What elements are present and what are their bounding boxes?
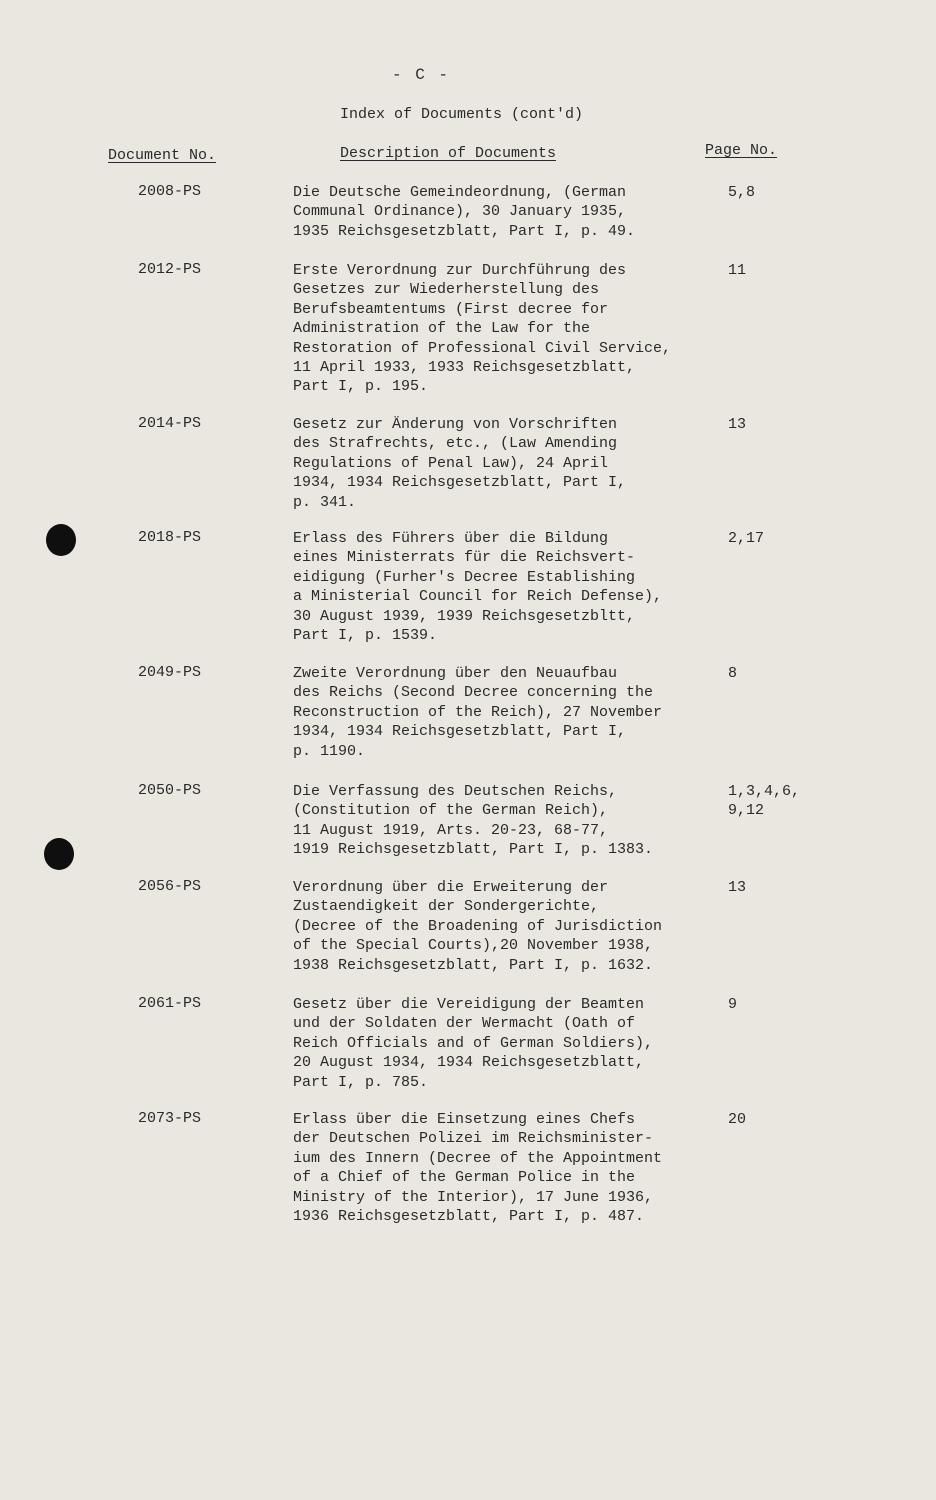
description-line: Gesetzes zur Wiederherstellung des (293, 281, 600, 299)
description-line: 1934, 1934 Reichsgesetzblatt, Part I, (293, 723, 627, 741)
document-description (293, 529, 713, 645)
document-description (293, 878, 713, 975)
document-description (293, 415, 713, 512)
page-numbers (728, 183, 818, 202)
document-number: 2061-PS (138, 995, 202, 1012)
description-line: 11 August 1919, Arts. 20-23, 68-77, (293, 821, 609, 839)
description-line: 11 April 1933, 1933 Reichsgesetzblatt, (293, 359, 636, 377)
description-line: Erlass über die Einsetzung eines Chefs (293, 1111, 636, 1128)
page-numbers (728, 529, 818, 548)
description-line: und der Soldaten der Wermacht (Oath of (293, 1015, 636, 1033)
page-numbers (728, 995, 818, 1014)
description-line: ium des Innern (Decree of the Appointment (293, 1149, 663, 1167)
document-number: 2073-PS (138, 1110, 202, 1127)
description-line: Die Verfassung des Deutschen Reichs, (293, 783, 618, 800)
document-number: 2049-PS (138, 664, 202, 681)
page-number-line: 1,3,4,6, (728, 783, 801, 800)
document-number: 2018-PS (138, 529, 202, 546)
column-header-document-no: Document No. (108, 147, 217, 164)
page-number-line: 11 (728, 262, 747, 279)
description-line: des Reichs (Second Decree concerning the (293, 684, 654, 702)
description-line: Erste Verordnung zur Durchführung des (293, 262, 627, 279)
description-line: Erlass des Führers über die Bildung (293, 530, 609, 547)
description-line: eidigung (Furher's Decree Establishing (293, 568, 636, 586)
description-line: (Constitution of the German Reich), (293, 802, 609, 820)
description-line: der Deutschen Polizei im Reichsminister- (293, 1130, 654, 1148)
description-line: Part I, p. 785. (293, 1073, 429, 1091)
description-line: Administration of the Law for the (293, 320, 591, 338)
document-number: 2014-PS (138, 415, 202, 432)
column-header-description: Description of Documents (340, 145, 557, 162)
page-numbers (728, 1110, 818, 1129)
document-description (293, 995, 713, 1092)
page-number-line: 9 (728, 996, 738, 1013)
description-line: Communal Ordinance), 30 January 1935, (293, 203, 627, 221)
page-letter: - C - (392, 66, 451, 84)
column-header-page-no: Page No. (705, 142, 778, 159)
page-number-line: 13 (728, 416, 747, 433)
page-numbers (728, 878, 818, 897)
page-numbers (728, 261, 818, 280)
description-line: of the Special Courts),20 November 1938, (293, 937, 654, 955)
page-number-line: 13 (728, 879, 747, 896)
description-line: a Ministerial Council for Reich Defense), (293, 588, 663, 606)
description-line: 1938 Reichsgesetzblatt, Part I, p. 1632. (293, 956, 654, 974)
document-description (293, 782, 713, 860)
description-line: Part I, p. 195. (293, 378, 429, 396)
description-line: 30 August 1939, 1939 Reichsgesetzbltt, (293, 607, 636, 625)
description-line: Verordnung über die Erweiterung der (293, 879, 609, 896)
page-numbers (728, 664, 818, 683)
description-line: Berufsbeamtentums (First decree for (293, 300, 609, 318)
description-line: eines Ministerrats für die Reichsvert- (293, 549, 636, 567)
description-line: Gesetz über die Vereidigung der Beamten (293, 996, 645, 1013)
document-number: 2056-PS (138, 878, 202, 895)
description-line: p. 1190. (293, 742, 366, 760)
description-line: Reconstruction of the Reich), 27 November (293, 703, 663, 721)
description-line: des Strafrechts, etc., (Law Amending (293, 435, 618, 453)
index-title: Index of Documents (cont'd) (340, 106, 584, 123)
punch-hole (44, 838, 74, 870)
document-number: 2050-PS (138, 782, 202, 799)
page-number-line: 9,12 (728, 802, 765, 819)
description-line: (Decree of the Broadening of Jurisdiction (293, 917, 663, 935)
page-number-line: 5,8 (728, 184, 756, 201)
description-line: 20 August 1934, 1934 Reichsgesetzblatt, (293, 1054, 645, 1072)
description-line: Ministry of the Interior), 17 June 1936, (293, 1188, 654, 1206)
document-number: 2008-PS (138, 183, 202, 200)
description-line: Part I, p. 1539. (293, 627, 438, 645)
description-line: Zweite Verordnung über den Neuaufbau (293, 665, 618, 682)
description-line: 1934, 1934 Reichsgesetzblatt, Part I, (293, 474, 627, 492)
document-number: 2012-PS (138, 261, 202, 278)
description-line: Zustaendigkeit der Sondergerichte, (293, 898, 600, 916)
description-line: Restoration of Professional Civil Service, (293, 339, 672, 357)
page-number-line: 20 (728, 1111, 747, 1128)
document-description (293, 183, 713, 241)
description-line: of a Chief of the German Police in the (293, 1169, 636, 1187)
document-description (293, 261, 713, 397)
description-line: 1936 Reichsgesetzblatt, Part I, p. 487. (293, 1208, 645, 1226)
description-line: Regulations of Penal Law), 24 April (293, 454, 609, 472)
description-line: p. 341. (293, 493, 357, 511)
page-number-line: 2,17 (728, 530, 765, 547)
page-numbers (728, 782, 818, 820)
description-line: 1935 Reichsgesetzblatt, Part I, p. 49. (293, 222, 636, 240)
page-numbers (728, 415, 818, 434)
description-line: Reich Officials and of German Soldiers), (293, 1034, 654, 1052)
page-number-line: 8 (728, 665, 738, 682)
description-line: Die Deutsche Gemeindeordnung, (German (293, 184, 627, 201)
description-line: Gesetz zur Änderung von Vorschriften (293, 416, 618, 433)
document-description (293, 664, 713, 761)
description-line: 1919 Reichsgesetzblatt, Part I, p. 1383. (293, 841, 654, 859)
punch-hole (46, 524, 76, 556)
document-description (293, 1110, 713, 1226)
